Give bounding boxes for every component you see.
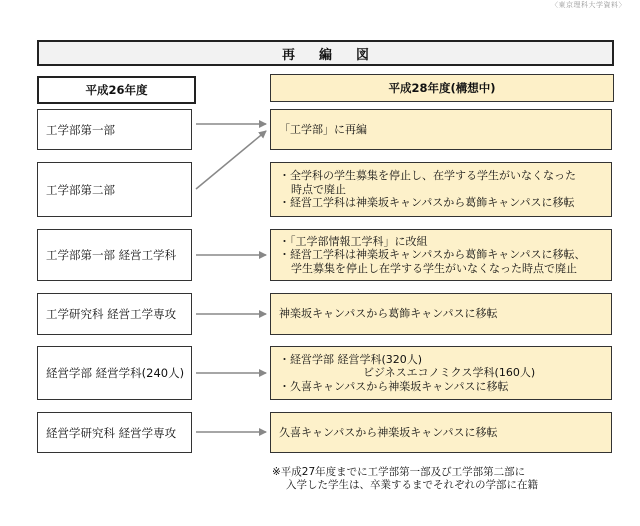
right-box-line: 学生募集を停止し在学する学生がいなくなった時点で廃止 xyxy=(291,261,577,275)
right-box-line: ・久喜キャンパスから神楽坂キャンパスに移転 xyxy=(279,379,509,393)
right-box-line: ・経営工学科は神楽坂キャンパスから葛飾キャンパスに移転 xyxy=(279,196,575,210)
right-box-line: 「工学部」に再編 xyxy=(279,122,367,136)
left-box-label: 工学部第二部 xyxy=(46,182,115,197)
right-box-line: ・経営工学科は神楽坂キャンパスから葛飾キャンパスに移転、 xyxy=(279,248,586,262)
left-box-label: 経営学部 経営学科(240人) xyxy=(46,366,185,380)
right-box-line: 神楽坂キャンパスから葛飾キャンパスに移転 xyxy=(279,307,498,321)
footnote xyxy=(272,466,538,492)
diagram-title: 再編図 xyxy=(37,40,614,66)
right-box-line: 時点で廃止 xyxy=(291,182,346,196)
left-box-label: 工学部第一部 xyxy=(46,122,115,137)
right-box-line: ・全学科の学生募集を停止し、在学する学生がいなくなった xyxy=(279,169,576,183)
arrow-2-diagonal xyxy=(196,131,266,189)
right-box-line: ビジネスエコノミクス学科(160人) xyxy=(363,366,536,380)
footnote-line-1: ※平成27年度までに工学部第一部及び工学部第二部に xyxy=(272,466,526,478)
right-box-line: ・経営学部 経営学科(320人) xyxy=(279,352,423,366)
right-column-header: 平成28年度(構想中) xyxy=(270,74,614,102)
right-box-line: ・「工学部情報工学科」に改組 xyxy=(279,234,428,248)
left-box-label: 工学部第一部 経営工学科 xyxy=(46,248,177,262)
source-caption: 〈東京理科大学資料〉 xyxy=(551,1,626,9)
left-box-label: 工学研究科 経営工学専攻 xyxy=(46,307,177,321)
left-column-header: 平成26年度 xyxy=(37,76,196,104)
left-box-label: 経営学研究科 経営学専攻 xyxy=(46,425,177,440)
right-box-line: 久喜キャンパスから神楽坂キャンパスに移転 xyxy=(279,425,498,439)
footnote-line-2: 入学した学生は、卒業するまでそれぞれの学部に在籍 xyxy=(286,479,538,491)
